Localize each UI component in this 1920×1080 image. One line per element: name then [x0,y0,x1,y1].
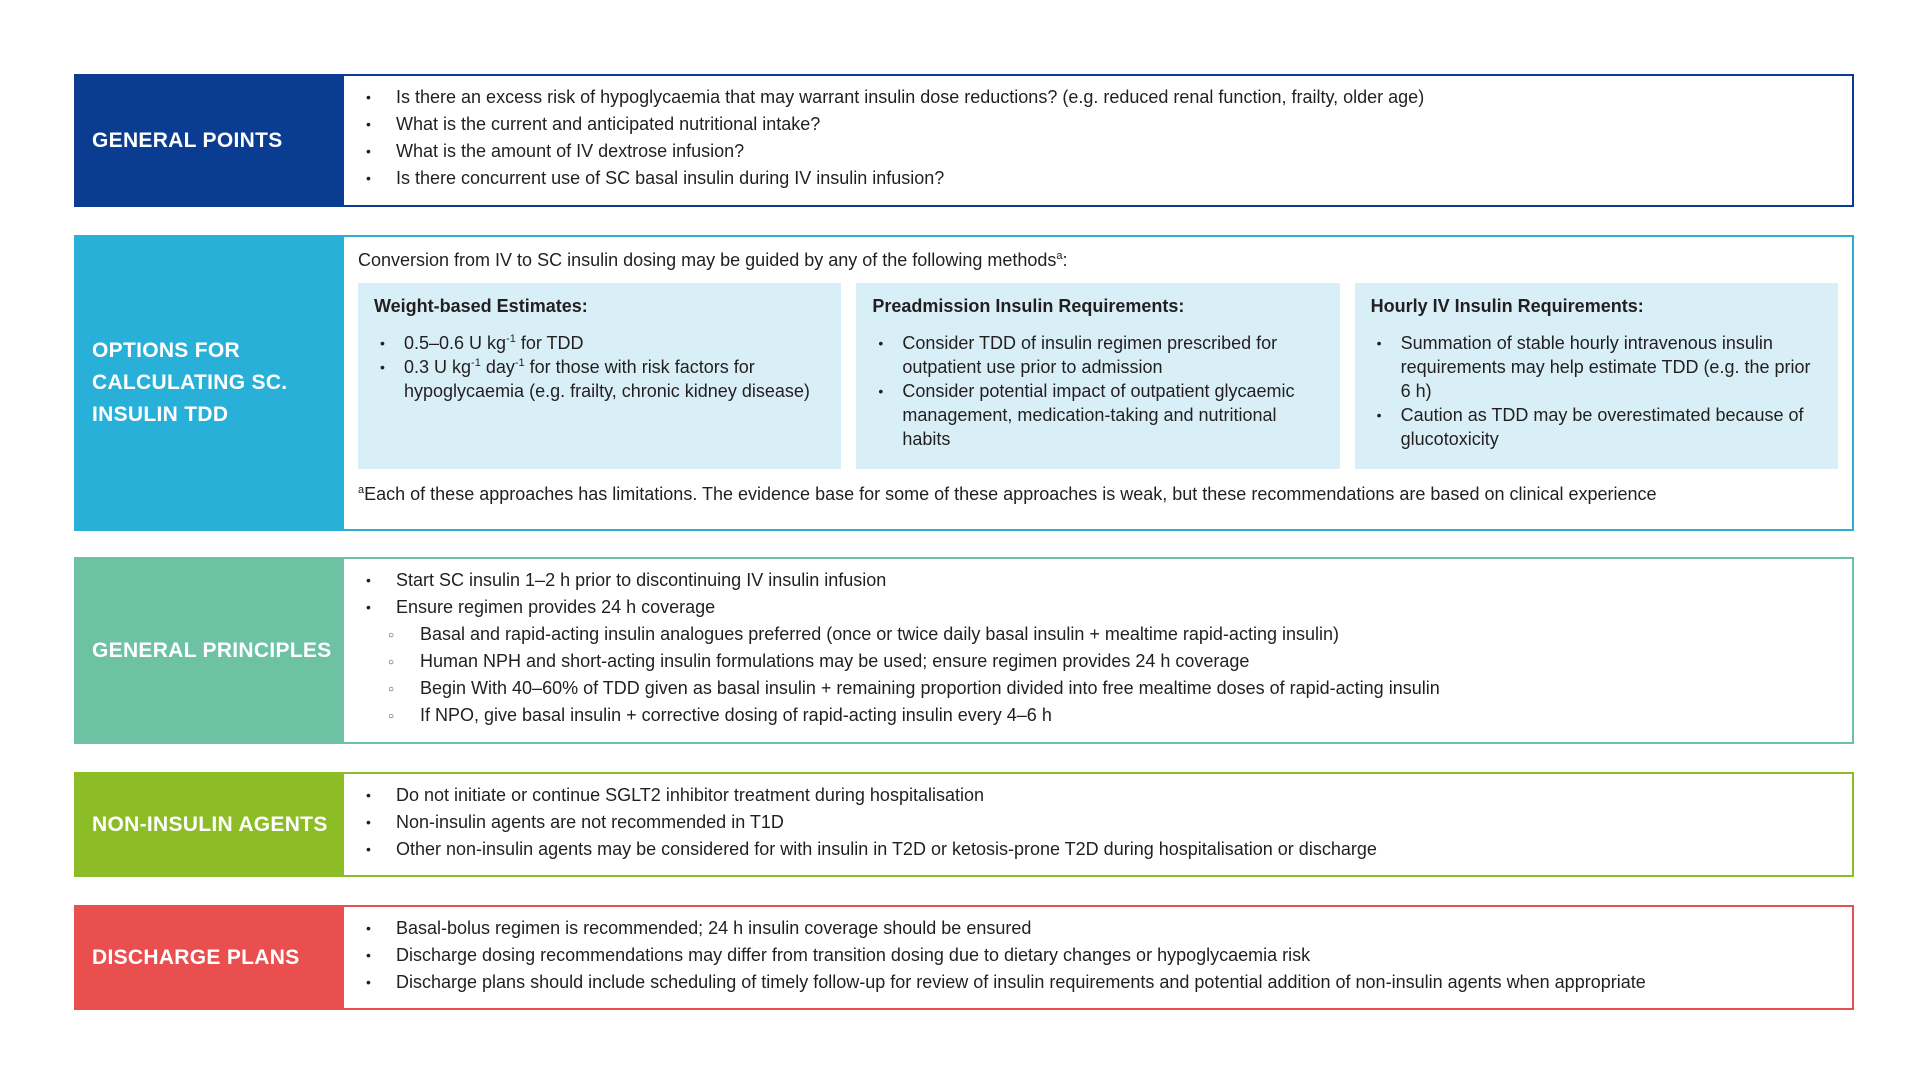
method-boxes [358,283,1838,469]
bullet-list [362,567,1838,729]
preadmission-box [856,283,1339,469]
list-item: • 0.3 U $kg^{-1}$ day$^{-1}$ for those with risk factors for hypoglycaemia (e.g. frailty, chronic kidney disease) [374,355,825,403]
section-content [344,237,1852,529]
bullet-list [362,915,1838,996]
footnote-text: Each of these approaches has limitations. The evidence base for some of these approaches is weak, but these recommendations are based on clinical experience [364,484,1657,504]
list-item: • Basal-bolus regimen is recommended; 24 h insulin coverage should be ensured [362,915,1838,942]
list-item: • Non-insulin agents are not recommended in T1D [362,809,1838,836]
section-content [344,559,1852,742]
list-item: • Other non-insulin agents may be considered for with insulin in T2D or ketosis-prone T2D during hospitalisation or discharge [362,836,1838,863]
general-principles-section [74,557,1854,744]
list-item: • Ensure regimen provides 24 h coverage [362,594,1838,621]
box-title: Weight-based Estimates: [374,296,588,316]
list-item: • Is there concurrent use of SC basal insulin during IV insulin infusion? [362,165,1838,192]
section-label: NON-INSULIN AGENTS [76,774,344,875]
bullet-list [362,84,1838,192]
non-insulin-agents-section [74,772,1854,877]
list-item: • Consider TDD of insulin regimen prescribed for outpatient use prior to admission [872,331,1323,379]
section-label: GENERAL PRINCIPLES [76,559,344,742]
weight-based-box [358,283,841,469]
general-points-section [74,74,1854,207]
footnote-marker: a [358,484,365,496]
section-content [344,76,1852,205]
bullet-list [1371,331,1822,451]
intro-main: Conversion from IV to SC insulin dosing may be guided by any of the following methods [358,250,1057,270]
intro-tail: : [1062,250,1068,270]
hourly-iv-box [1355,283,1838,469]
list-item: • Caution as TDD may be overestimated because of glucotoxicity [1371,403,1822,451]
list-item: • Summation of stable hourly intravenous insulin requirements may help estimate TDD (e.g. the prior 6 h) [1371,331,1822,403]
list-item: • Do not initiate or continue SGLT2 inhibitor treatment during hospitalisation [362,782,1838,809]
bullet-list [374,331,825,403]
options-tdd-section [74,235,1854,531]
bullet-list [872,331,1323,451]
section-label: GENERAL POINTS [76,76,344,205]
sub-list-item: ○ If NPO, give basal insulin + corrective dosing of rapid-acting insulin every 4–6 h [362,702,1838,729]
list-item: • What is the amount of IV dextrose infusion? [362,138,1838,165]
intro-text [358,247,1838,273]
section-label: DISCHARGE PLANS [76,907,344,1008]
list-item: • Is there an excess risk of hypoglycaemia that may warrant insulin dose reductions? (e.g. reduced renal function, frailty, older age) [362,84,1838,111]
sub-list-item: ○ Basal and rapid-acting insulin analogues preferred (once or twice daily basal insulin + mealtime rapid-acting insulin) [362,621,1838,648]
section-content [344,774,1852,875]
list-item: • What is the current and anticipated nutritional intake? [362,111,1838,138]
list-item: • Discharge plans should include scheduling of timely follow-up for review of insulin requirements and potential addition of non-insulin agents when appropriate [362,969,1838,996]
discharge-plans-section [74,905,1854,1010]
sub-list-item: ○ Human NPH and short-acting insulin formulations may be used; ensure regimen provides 24 h coverage [362,648,1838,675]
list-item: • Consider potential impact of outpatient glycaemic management, medication-taking and nutritional habits [872,379,1323,451]
list-item: • 0.5–0.6 U $kg^{-1}$ for TDD [374,331,825,355]
list-item: • Start SC insulin 1–2 h prior to discontinuing IV insulin infusion [362,567,1838,594]
bullet-list [362,782,1838,863]
box-title: Hourly IV Insulin Requirements: [1370,296,1644,316]
footnote [358,481,1838,507]
sub-list-item: ○ Begin With 40–60% of TDD given as basal insulin + remaining proportion divided into free mealtime doses of rapid-acting insulin [362,675,1838,702]
footnote-marker: a [1056,250,1063,262]
section-label: OPTIONS FOR CALCULATING SC. INSULIN TDD [76,237,344,529]
section-content [344,907,1852,1008]
list-item: • Discharge dosing recommendations may differ from transition dosing due to dietary changes or hypoglycaemia risk [362,942,1838,969]
box-title: Preadmission Insulin Requirements: [872,296,1185,316]
